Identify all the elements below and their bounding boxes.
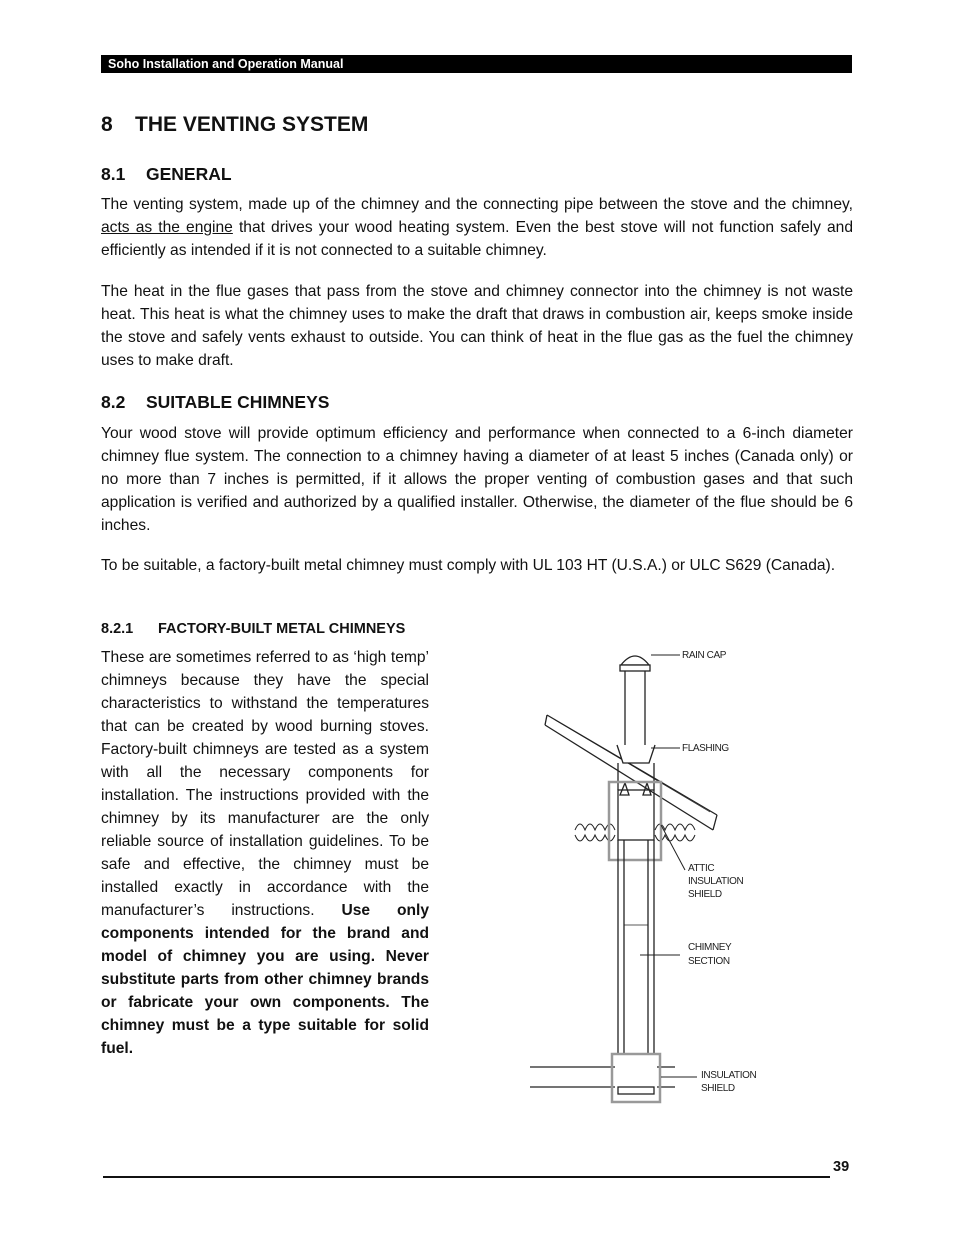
- text-run: The venting system, made up of the chimney and the connecting pipe between the stove and the chimney,: [101, 196, 853, 213]
- suitable-paragraph-1: Your wood stove will provide optimum efficiency and performance when connected to a 6-inch diameter chimney flue system. The connection to a chimney having a diameter of at least 5 inches (Canada only) or no more than 7 inches is permitted, if it allows the proper venting of combustion gases and that such application is verified and authorized by a qualified installer. Otherwise, the diameter of the flue should be 6 inches.: [101, 425, 853, 534]
- general-paragraph-1: [101, 193, 853, 262]
- label-attic-line-2: INSULATION: [688, 876, 744, 887]
- text-run: These are sometimes referred to as ‘high temp’ chimneys because they have the special characteristics to withstand the temperatures that can be created by wood burning stoves. Factory-built chimneys are tested as a system with all the necessary components for installation. The instructions provided with the chimney by its manufacturer are the only reliable source of installation guidelines. To be safe and effective, the chimney must be installed exactly in accordance with the manufacturer’s instructions.: [101, 649, 429, 919]
- bold-warning: Use only components intended for the brand and model of chimney you are using. Never substitute parts from other chimney brands or fabricate your own components. The chimney must be a type suitable for solid fuel.: [101, 902, 429, 1057]
- label-attic-line-1: ATTIC: [688, 863, 715, 874]
- chimney-diagram: [525, 645, 775, 1110]
- label-insulation-line-1: INSULATION: [701, 1070, 757, 1081]
- subsection-heading-suitable: [101, 392, 329, 413]
- text-run: that drives your wood heating system. Even the best stove will not function safely and efficiently as intended if it is not connected to a suitable chimney.: [101, 219, 853, 259]
- section-heading: [101, 113, 368, 137]
- subsubsection-number: 8.2.1: [101, 621, 134, 637]
- label-flashing: FLASHING: [682, 743, 729, 754]
- page-number: 39: [833, 1159, 850, 1175]
- rain-cap-shape: [621, 656, 649, 665]
- header-title: Soho Installation and Operation Manual: [108, 57, 344, 71]
- section-number: 8: [101, 113, 113, 136]
- factory-built-paragraph: [101, 646, 429, 1060]
- label-chimney-line-1: CHIMNEY: [688, 942, 732, 953]
- footer-rule: [103, 1176, 830, 1178]
- suitable-paragraph-2: To be suitable, a factory-built metal chimney must comply with UL 103 HT (U.S.A.) or ULC S629 (Canada).: [101, 557, 836, 574]
- subsubsection-heading: [101, 621, 405, 637]
- subsection-heading-general: [101, 164, 232, 185]
- subsection-number: 8.2: [101, 392, 126, 412]
- label-chimney-line-2: SECTION: [688, 956, 730, 967]
- section-title: THE VENTING SYSTEM: [135, 113, 369, 136]
- label-insulation-line-2: SHIELD: [701, 1083, 735, 1094]
- subsection-number: 8.1: [101, 164, 126, 184]
- underlined-phrase: acts as the engine: [101, 219, 233, 236]
- subsection-title: GENERAL: [146, 164, 232, 184]
- subsection-title: SUITABLE CHIMNEYS: [146, 392, 330, 412]
- general-paragraph-2: The heat in the flue gases that pass from the stove and chimney connector into the chimney is not waste heat. This heat is what the chimney uses to make the draft that draws in combustion air, keeps smoke inside the stove and safely vents exhaust to outside. You can think of heat in the flue gas as the fuel the chimney uses to make draft.: [101, 283, 853, 369]
- header-bar: [101, 55, 852, 73]
- label-attic-line-3: SHIELD: [688, 889, 722, 900]
- label-rain-cap: RAIN CAP: [682, 650, 727, 661]
- subsubsection-title: FACTORY-BUILT METAL CHIMNEYS: [158, 621, 406, 637]
